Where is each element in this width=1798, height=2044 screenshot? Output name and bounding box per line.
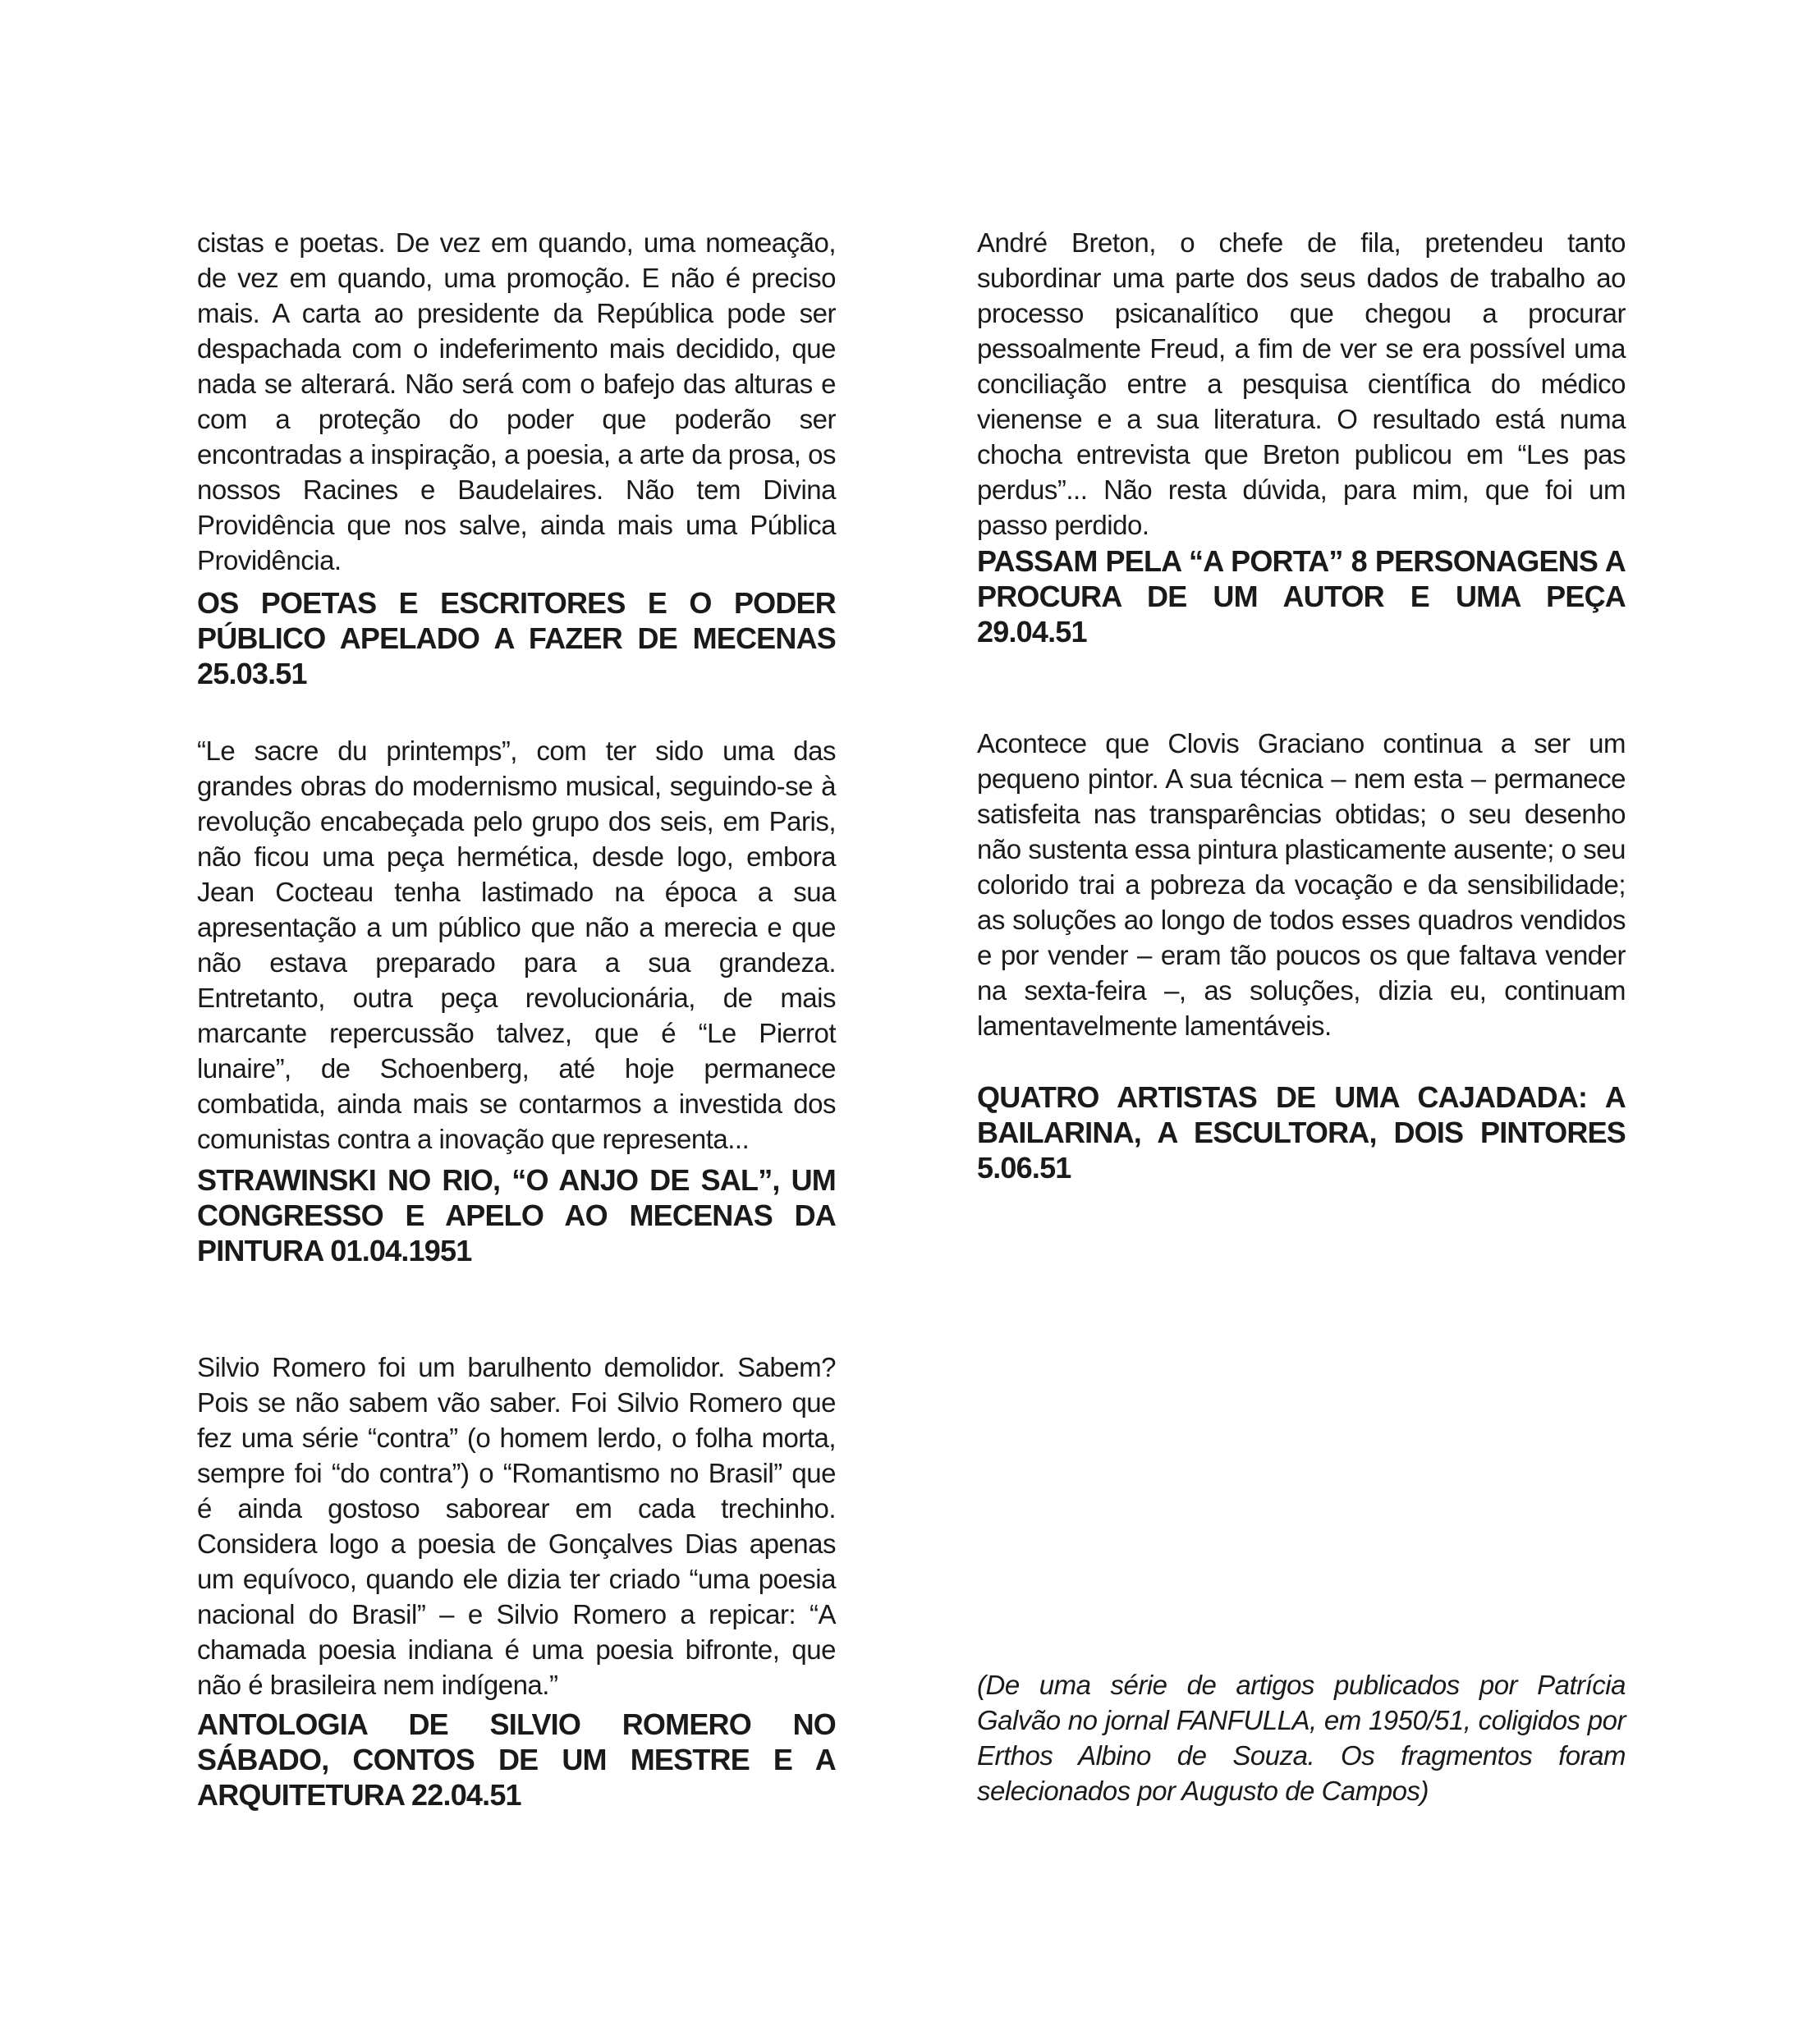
right-column	[977, 0, 1626, 2044]
right-paragraph-2: Acontece que Clovis Graciano continua a ser um pequeno pintor. A sua técnica – nem esta – permanece satisfeita nas transparências obtidas; o seu desenho não sustenta essa pintura plasticamente ausente; o seu colorido trai a pobreza da vocação e da sensibilidade; as soluções ao longo de todos esses quadros vendidos e por vender – eram tão poucos os que faltava vender na sexta-feira –, as soluções, dizia eu, continuam lamentavelmente lamentáveis.	[977, 728, 1626, 1041]
left-article-heading-2: STRAWINSKI NO RIO, “O ANJO DE SAL”, UM CONGRESSO E APELO AO MECENAS DA PINTURA 01.04.1951	[197, 1163, 836, 1267]
editorial-closing-note: (De uma série de artigos publicados por Patrícia Galvão no jornal FANFULLA, em 1950/51, coligidos por Erthos Albino de Souza. Os fragmentos foram selecionados por Augusto de Campos)	[977, 1670, 1626, 1806]
left-article-heading-3: ANTOLOGIA DE SILVIO ROMERO NO SÁBADO, CONTOS DE UM MESTRE E A ARQUITETURA 22.04.51	[197, 1707, 836, 1812]
left-paragraph-3: Silvio Romero foi um barulhento demolidor. Sabem? Pois se não sabem vão saber. Foi Silvio Romero que fez uma série “contra” (o homem lerdo, o folha morta, sempre foi “do contra”) o “Romantismo no Brasil” que é ainda gostoso saborear em cada trechinho. Considera logo a poesia de Gonçalves Dias apenas um equívoco, quando ele dizia ter criado “uma poesia nacional do Brasil” – e Silvio Romero a repicar: “A chamada poesia indiana é uma poesia bifronte, que não é brasileira nem indígena.”	[197, 1352, 836, 1700]
right-article-heading-2: QUATRO ARTISTAS DE UMA CAJADADA: A BAILARINA, A ESCULTORA, DOIS PINTORES 5.06.51	[977, 1080, 1626, 1185]
left-article-heading-1: OS POETAS E ESCRITORES E O PODER PÚBLICO APELADO A FAZER DE MECENAS 25.03.51	[197, 586, 836, 690]
left-column	[197, 0, 836, 2044]
left-paragraph-2: “Le sacre du printemps”, com ter sido uma das grandes obras do modernismo musical, seguindo-se à revolução encabeçada pelo grupo dos seis, em Paris, não ficou uma peça hermética, desde logo, embora Jean Cocteau tenha lastimado na época a sua apresentação a um público que não a merecia e que não estava preparado para a sua grandeza. Entretanto, outra peça revolucionária, de mais marcante repercussão talvez, que é “Le Pierrot lunaire”, de Schoenberg, até hoje permanece combatida, ainda mais se contarmos a investida dos comunistas contra a inovação que representa...	[197, 736, 836, 1154]
right-article-heading-1: PASSAM PELA “A PORTA” 8 PERSONAGENS A PROCURA DE UM AUTOR E UMA PEÇA 29.04.51	[977, 544, 1626, 648]
left-paragraph-1: cistas e poetas. De vez em quando, uma nomeação, de vez em quando, uma promoção. E não é preciso mais. A carta ao presidente da República pode ser despachada com o indeferimento mais decidido, que nada se alterará. Não será com o bafejo das alturas e com a proteção do poder que poderão ser encontradas a inspiração, a poesia, a arte da prosa, os nossos Racines e Baudelaires. Não tem Divina Providência que nos salve, ainda mais uma Pública Providência.	[197, 227, 836, 575]
right-paragraph-1: André Breton, o chefe de fila, pretendeu tanto subordinar uma parte dos seus dados de trabalho ao processo psicanalítico que chegou a procurar pessoalmente Freud, a fim de ver se era possível uma conciliação entre a pesquisa científica do médico vienense e a sua literatura. O resultado está numa chocha entrevista que Breton publicou em “Les pas perdus”... Não resta dúvida, para mim, que foi um passo perdido.	[977, 227, 1626, 540]
